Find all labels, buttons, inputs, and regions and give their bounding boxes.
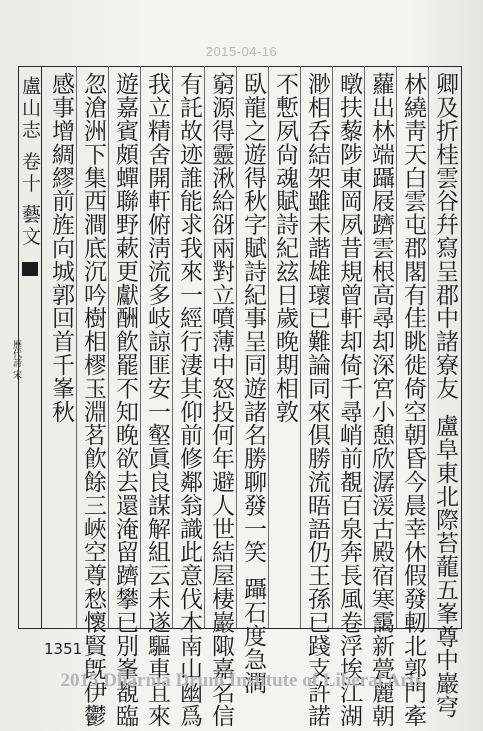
text-column: 暾扶藜陟東岡夙昔規曾軒却倚千尋峭前覩百泉奔長風卷浮埃江湖 [336,72,362,728]
text-column: 感事增綢繆前旌向城郭回首千峯秋 [48,72,74,423]
column-rule [396,66,397,628]
text-column: 我立精舍開軒俯淸流多岐諒匪安一壑眞良謀解組云未遂驅車且來 [144,72,170,728]
column-rule [172,66,173,628]
text-column: 有託故迹誰能求我來一經行淒其仰前修鄰翁識此意伐木南山幽爲 [176,72,202,728]
watermark-footer: 2015 Dharma Drum Institute of Liberal Arts [60,670,423,691]
text-column: 蘿出林端躡屐躋雲根高尋却深宮小憩欣潺湲古殿宿寒靄新甍麗朝 [368,72,394,728]
text-column: 林繞靑天白雲屯郡閣有佳眺徙倚空朝昏今晨幸休假發軔北郭門牽 [400,72,426,728]
column-rule [268,66,269,628]
column-rule [428,66,429,628]
margin-subtitle: 歷代詩 宋 [11,340,21,379]
frame-left-inner-border [41,66,42,628]
fish-tail-mark [22,262,38,276]
page-number: 1351 [44,640,83,658]
text-column: 渺相呑結架雖未諧雄瓌已難論同來俱勝流晤語仍王孫已踐支許諾 [304,72,330,728]
margin-title: 盧山志 卷十 藝文 [19,76,41,249]
column-rule [108,66,109,628]
text-column: 不慙夙尙魂賦詩紀玆日歲晚期相敦 [272,72,298,423]
text-column: 卿及折桂雲谷幷寫呈郡中諸寮友盧阜東北際苔蘢五峯尊中巖穹 [432,72,458,718]
column-rule [364,66,365,628]
text-column: 臥龍之遊得秋字賦詩紀事呈同遊諸名勝聊發一笑躡石度急澗 [240,72,266,695]
column-rule [76,66,77,628]
text-column: 遊嘉賓頗蟬聯野蔌更獻酬飮罷不知晚欲去還淹留躋攀已別峯覩臨 [112,72,138,728]
column-rule [204,66,205,628]
column-rule [300,66,301,628]
text-column: 窮源得靈湫給谺兩對立噴薄中怒投何年避人世結屋棲巖陬嘉名信 [208,72,234,728]
text-column: 忽滄洲下集西澗底沉吟樹相樛玉淵茗飮餘三峽空尊愁懷賢旣伊鬱 [80,72,106,728]
column-rule [332,66,333,628]
column-note: 躡石度急澗 [240,577,266,695]
watermark-date: 2015-04-16 [205,44,278,59]
frame-right-border [461,66,462,628]
column-note: 盧阜東北際苔蘢五峯尊中巖穹 [432,413,458,718]
column-rule [236,66,237,628]
column-rule [140,66,141,628]
